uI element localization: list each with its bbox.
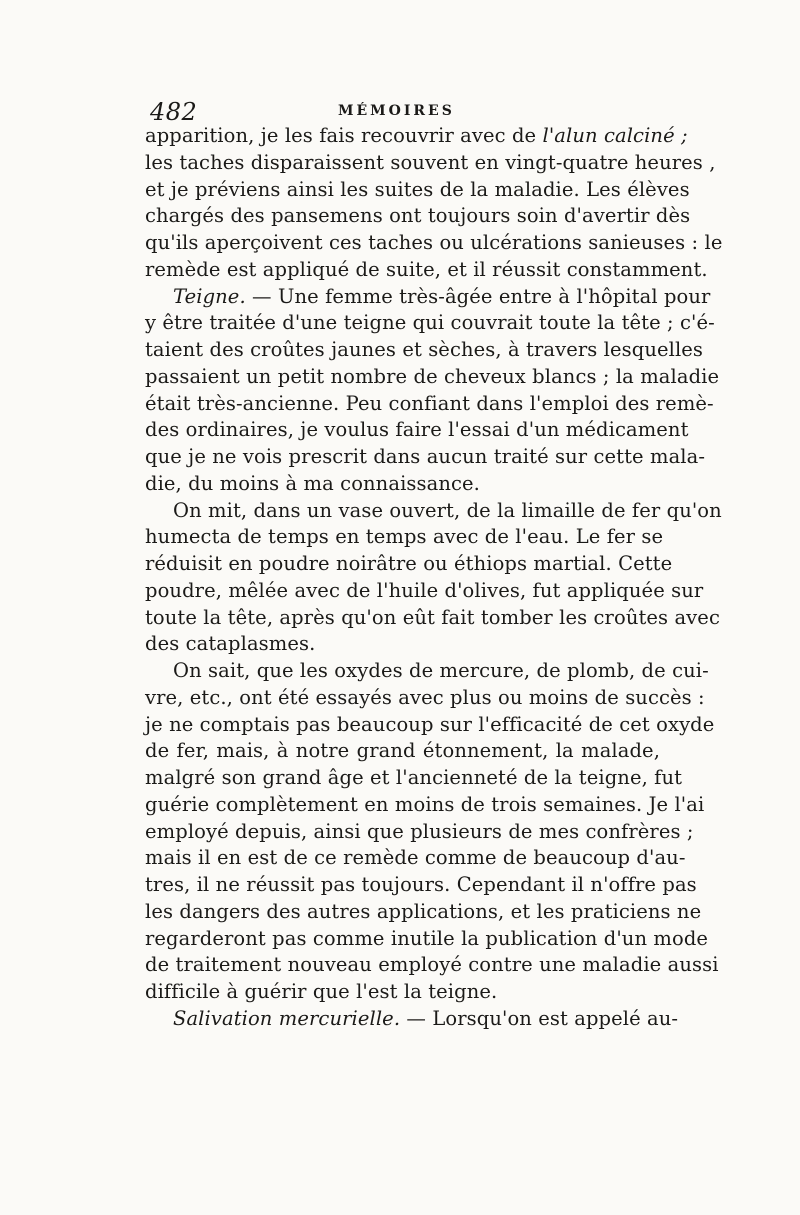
paragraph-first-line: On sait, que les oxydes de mercure, de plomb, de cui-	[173, 659, 709, 682]
line-text: — Une femme très-âgée entre à l'hôpital pour	[245, 284, 711, 308]
text-line: de fer, mais, à notre grand étonnement, la malade,	[145, 739, 660, 763]
paragraph-last-line: difficile à guérir que l'est la teigne.	[145, 980, 498, 1003]
text-line: était très-ancienne. Peu confiant dans l'emploi des remè-	[145, 391, 714, 415]
text-line: y être traitée d'une teigne qui couvrait toute la tête ; c'é-	[145, 311, 715, 335]
text-line: humecta de temps en temps avec de l'eau. Le fer se	[145, 525, 664, 549]
line-text: apparition, je les fais recouvrir avec de	[145, 124, 543, 147]
text-line: regarderont pas comme inutile la publication d'un mode	[145, 926, 709, 950]
text-line: chargés des pansemens ont toujours soin d'avertir dès	[145, 204, 691, 228]
paragraph-last-line: die, du moins à ma connaissance.	[145, 471, 480, 495]
body-text	[145, 123, 723, 1033]
text-line: et je préviens ainsi les suites de la maladie. Les élèves	[145, 177, 690, 201]
text-line: tres, il ne réussit pas toujours. Cependant il n'offre pas	[145, 873, 697, 896]
text-line: passaient un petit nombre de cheveux blancs ; la maladie	[145, 364, 720, 388]
paragraph-first-line: On mit, dans un vase ouvert, de la limaille de fer qu'on	[173, 498, 722, 522]
text-line: poudre, mêlée avec de l'huile d'olives, fut appliquée sur	[145, 578, 704, 602]
text-line: réduisit en poudre noirâtre ou éthiops martial. Cette	[145, 552, 673, 575]
text-line: je ne comptais pas beaucoup sur l'efficacité de cet oxyde	[145, 712, 715, 736]
text-line: que je ne vois prescrit dans aucun traité sur cette mala-	[145, 445, 706, 468]
text-line: des ordinaires, je voulus faire l'essai d'un médicament	[145, 418, 689, 442]
text-line: toute la tête, après qu'on eût fait tomber les croûtes avec	[145, 605, 720, 629]
paragraph-last-line: des cataplasmes.	[145, 632, 316, 656]
section-start-line	[145, 1006, 679, 1033]
paragraph-last-line: remède est appliqué de suite, et il réussit constamment.	[145, 257, 708, 281]
section-heading-teigne: Teigne.	[173, 284, 246, 308]
text-line: guérie complètement en moins de trois semaines. Je l'ai	[145, 792, 705, 816]
section-start-line	[145, 284, 711, 311]
text-line: les dangers des autres applications, et les praticiens ne	[145, 899, 702, 923]
line-text: — Lorsqu'on est appelé au-	[400, 1006, 679, 1030]
text-line: de traitement nouveau employé contre une maladie aussi	[145, 953, 719, 977]
text-line: les taches disparaissent souvent en vingt-quatre heures ,	[145, 150, 716, 174]
text-line: employé depuis, ainsi que plusieurs de mes confrères ;	[145, 819, 694, 843]
text-line: taient des croûtes jaunes et sèches, à travers lesquelles	[145, 338, 704, 361]
section-heading-salivation: Salivation mercurielle.	[173, 1006, 401, 1030]
italic-phrase: l'alun calciné ;	[542, 124, 688, 147]
text-line: mais il en est de ce remède comme de beaucoup d'au-	[145, 846, 686, 870]
text-line: vre, etc., ont été essayés avec plus ou moins de succès :	[145, 685, 705, 709]
text-line: malgré son grand âge et l'ancienneté de la teigne, fut	[145, 766, 683, 789]
page-number: 482	[150, 98, 198, 126]
text-line: qu'ils aperçoivent ces taches ou ulcérations sanieuses : le	[145, 231, 723, 254]
text-line	[145, 123, 688, 150]
running-head: MÉMOIRES	[338, 103, 455, 119]
